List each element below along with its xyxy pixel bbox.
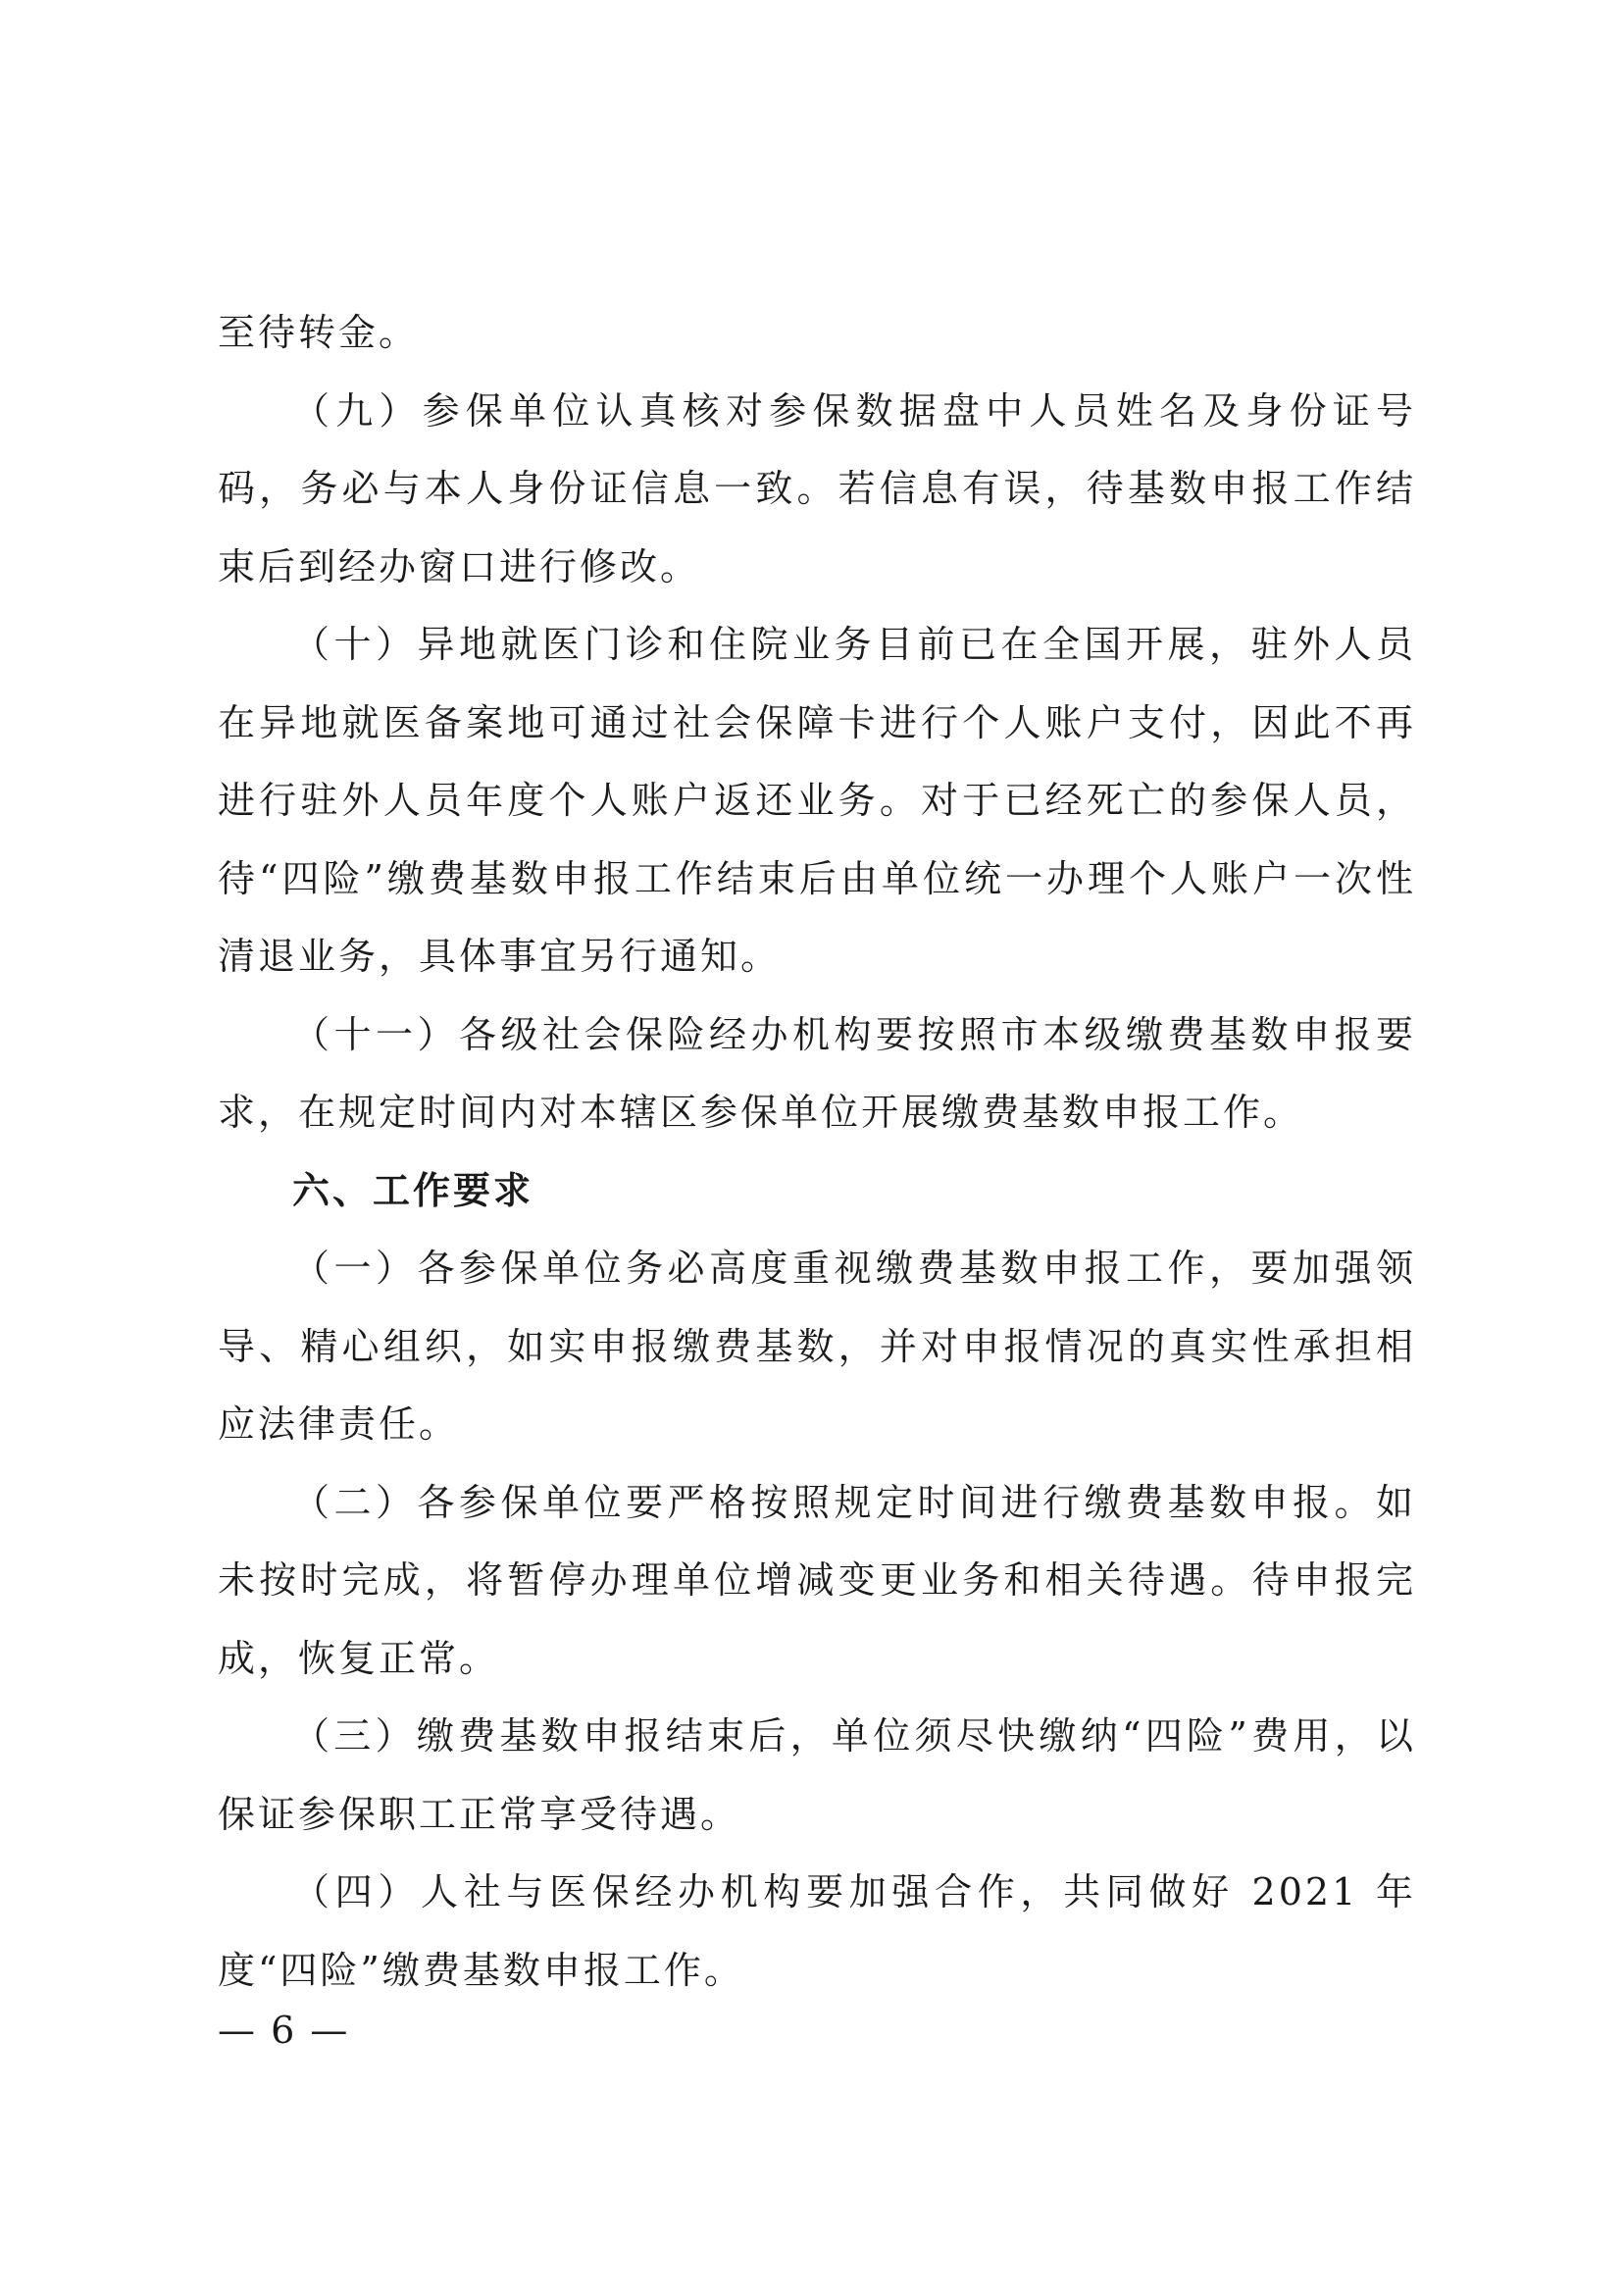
- item-11-paragraph: （十一）各级社会保险经办机构要按照市本级缴费基数申报要求，在规定时间内对本辖区参保单位开展缴费基数申报工作。: [218, 1012, 1416, 1134]
- requirement-4-paragraph: （四）人社与医保经办机构要加强合作，共同做好 2021 年度“四险”缴费基数申报工作。: [218, 1870, 1416, 1992]
- document-body: [218, 294, 1416, 2010]
- requirement-1-paragraph: （一）各参保单位务必高度重视缴费基数申报工作，要加强领导、精心组织，如实申报缴费基数，并对申报情况的真实性承担相应法律责任。: [218, 1247, 1416, 1446]
- item-9-paragraph: （九）参保单位认真核对参保数据盘中人员姓名及身份证号码，务必与本人身份证信息一致。若信息有误，待基数申报工作结束后到经办窗口进行修改。: [218, 388, 1416, 588]
- section-heading-work-requirements: 六、工作要求: [292, 1168, 534, 1212]
- page-number: — 6 —: [218, 2009, 350, 2052]
- continuation-paragraph: 至待转金。: [218, 311, 420, 354]
- item-10-paragraph: （十）异地就医门诊和住院业务目前已在全国开展，驻外人员在异地就医备案地可通过社会保障卡进行个人账户支付，因此不再进行驻外人员年度个人账户返还业务。对于已经死亡的参保人员，待“四险”缴费基数申报工作结束后由单位统一办理个人账户一次性清退业务，具体事宜另行通知。: [218, 623, 1416, 978]
- requirement-2-paragraph: （二）各参保单位要严格按照规定时间进行缴费基数申报。如未按时完成，将暂停办理单位增减变更业务和相关待遇。待申报完成，恢复正常。: [218, 1480, 1416, 1680]
- requirement-3-paragraph: （三）缴费基数申报结束后，单位须尽快缴纳“四险”费用，以保证参保职工正常享受待遇。: [218, 1714, 1416, 1836]
